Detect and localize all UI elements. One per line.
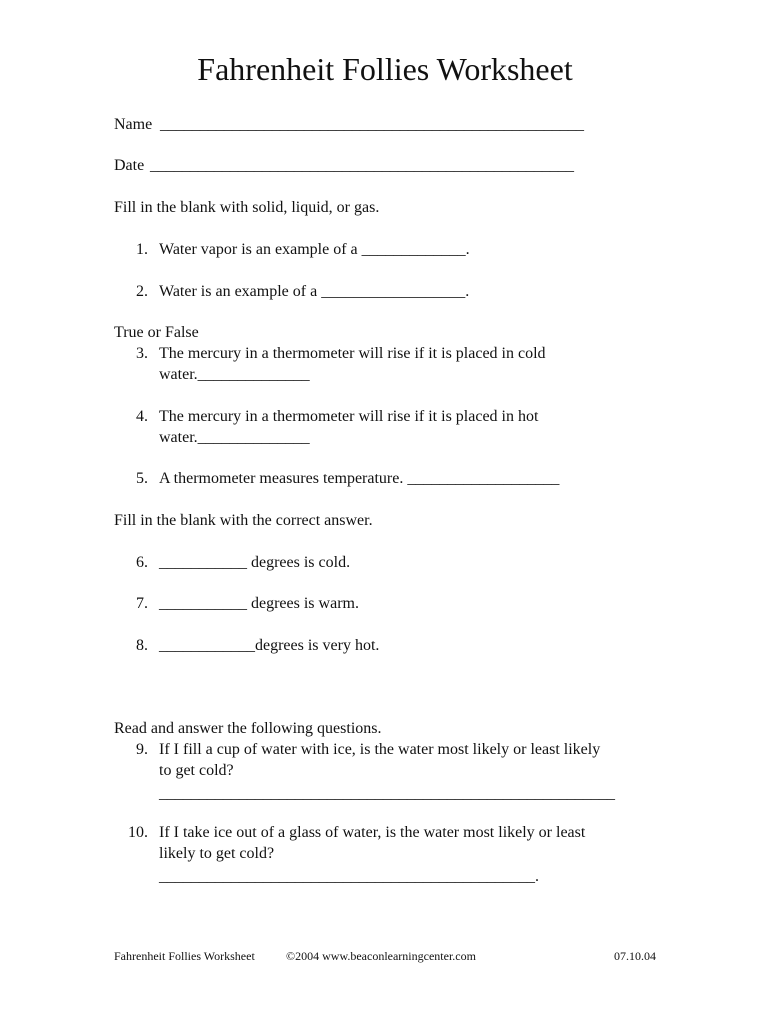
q3-number: 3. bbox=[136, 345, 148, 362]
q4-line1: The mercury in a thermometer will rise if it is placed in hot bbox=[159, 408, 539, 425]
section2-instruction: True or False bbox=[114, 324, 199, 341]
q10-line2: likely to get cold? bbox=[159, 845, 275, 862]
section4-instruction: Read and answer the following questions. bbox=[114, 720, 382, 737]
q4-number: 4. bbox=[136, 408, 148, 425]
q3-line2: water.______________ bbox=[159, 366, 310, 383]
section1-instruction: Fill in the blank with solid, liquid, or gas. bbox=[114, 199, 380, 216]
name-label: Name bbox=[114, 116, 153, 133]
q2-text: Water is an example of a __________________. bbox=[159, 283, 470, 300]
q8-text: ____________degrees is very hot. bbox=[159, 637, 380, 654]
name-blank: _____________________________________________________ bbox=[160, 116, 584, 133]
q6-number: 6. bbox=[136, 554, 148, 571]
q2-number: 2. bbox=[136, 283, 148, 300]
footer-copyright: ©2004 www.beaconlearningcenter.com bbox=[286, 949, 476, 963]
q8-number: 8. bbox=[136, 637, 148, 654]
q10-line1: If I take ice out of a glass of water, is the water most likely or least bbox=[159, 824, 586, 841]
q1-number: 1. bbox=[136, 241, 148, 258]
footer-title: Fahrenheit Follies Worksheet bbox=[114, 949, 255, 963]
q9-answer-blank: _________________________________________________________ bbox=[159, 785, 615, 802]
q6-text: ___________ degrees is cold. bbox=[159, 554, 351, 571]
q9-line1: If I fill a cup of water with ice, is the water most likely or least likely bbox=[159, 741, 601, 758]
q4-line2: water.______________ bbox=[159, 429, 310, 446]
q5-number: 5. bbox=[136, 470, 148, 487]
date-label: Date bbox=[114, 157, 145, 174]
q10-answer-blank: _______________________________________________. bbox=[159, 868, 539, 885]
page-title: Fahrenheit Follies Worksheet bbox=[197, 51, 573, 87]
q9-number: 9. bbox=[136, 741, 148, 758]
q1-text: Water vapor is an example of a _____________. bbox=[159, 241, 470, 258]
q5-text: A thermometer measures temperature. ___________________ bbox=[159, 470, 560, 487]
q10-number: 10. bbox=[128, 824, 148, 841]
q7-number: 7. bbox=[136, 595, 148, 612]
q9-line2: to get cold? bbox=[159, 762, 234, 779]
date-blank: _____________________________________________________ bbox=[150, 157, 574, 174]
q3-line1: The mercury in a thermometer will rise if it is placed in cold bbox=[159, 345, 546, 362]
q7-text: ___________ degrees is warm. bbox=[159, 595, 359, 612]
footer-date: 07.10.04 bbox=[614, 949, 656, 963]
section3-instruction: Fill in the blank with the correct answer. bbox=[114, 512, 373, 529]
